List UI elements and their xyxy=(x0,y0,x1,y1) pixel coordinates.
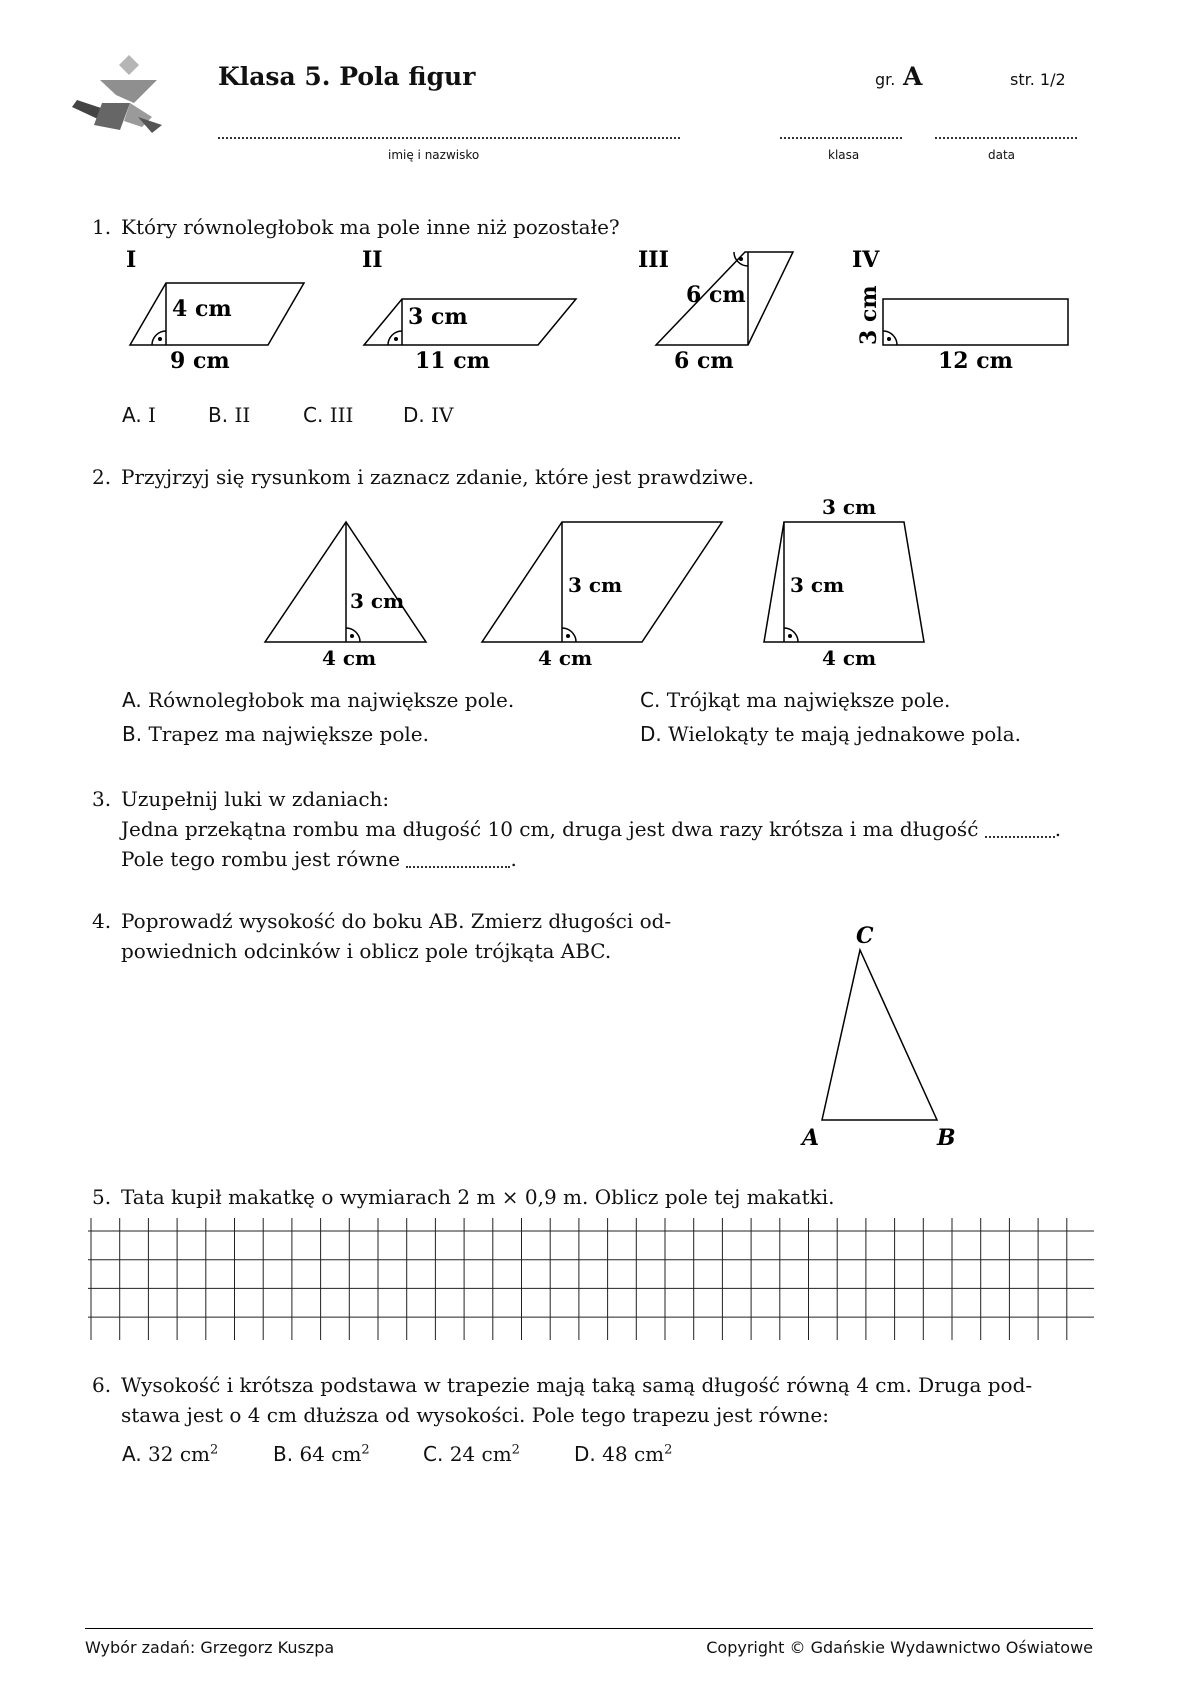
q2-option-c[interactable]: C. Trójkąt ma największe pole. xyxy=(640,688,951,712)
question-3-sentence-1: Jedna przekątna rombu ma długość 10 cm, druga jest dwa razy krótsza i ma długość . xyxy=(121,817,1062,841)
vertex-a-label: A xyxy=(802,1125,820,1151)
q1-option-b[interactable]: B. II xyxy=(208,403,251,427)
vertex-b-label: B xyxy=(937,1125,956,1151)
q1-fig4-roman: IV xyxy=(852,247,880,273)
question-1-text: Który równoległobok ma pole inne niż pozostałe? xyxy=(121,215,620,239)
q1-fig1-height: 4 cm xyxy=(172,296,232,322)
page-number: str. 1/2 xyxy=(1010,70,1066,89)
q6-option-d[interactable]: D. 48 $cm^2$ xyxy=(574,1442,673,1466)
q1-fig3-roman: III xyxy=(638,247,669,273)
question-2-text: Przyjrzyj się rysunkom i zaznacz zdanie, które jest prawdziwe. xyxy=(121,465,755,489)
group-letter: A xyxy=(903,62,923,91)
question-3-number: 3. xyxy=(92,787,112,811)
class-field-label: klasa xyxy=(828,148,860,162)
q6-option-a[interactable]: A. 32 $cm^2$ xyxy=(122,1442,219,1466)
q1-fig2-base: 11 cm xyxy=(415,348,490,374)
question-2-figures xyxy=(250,490,950,670)
q6-option-c[interactable]: C. 24 $cm^2$ xyxy=(423,1442,520,1466)
question-6-number: 6. xyxy=(92,1373,112,1397)
q1-fig1-roman: I xyxy=(126,247,137,273)
q1-option-d[interactable]: D. IV xyxy=(403,403,454,427)
question-5-text: Tata kupił makatkę o wymiarach 2 m × 0,9 m. Oblicz pole tej makatki. xyxy=(121,1185,835,1209)
footer-rule xyxy=(85,1628,1093,1629)
footer-copyright: Copyright © Gdańskie Wydawnictwo Oświatowe xyxy=(706,1638,1093,1657)
question-4-number: 4. xyxy=(92,909,112,933)
question-3-instruction: Uzupełnij luki w zdaniach: xyxy=(121,787,390,811)
q6-option-b[interactable]: B. 64 $cm^2$ xyxy=(273,1442,370,1466)
date-field[interactable] xyxy=(935,137,1077,139)
question-4-text-line-2: powiednich odcinków i oblicz pole trójkąta ABC. xyxy=(121,939,612,963)
q2-option-b[interactable]: B. Trapez ma największe pole. xyxy=(122,722,429,746)
q1-fig4-height: 3 cm xyxy=(856,285,882,345)
question-5-number: 5. xyxy=(92,1185,112,1209)
question-4-text-line-1: Poprowadź wysokość do boku AB. Zmierz długości od- xyxy=(121,909,672,933)
q2-trapezoid-height: 3 cm xyxy=(790,573,845,597)
q1-option-a[interactable]: A. I xyxy=(122,403,156,427)
q2-triangle-base: 4 cm xyxy=(322,646,377,670)
class-field[interactable] xyxy=(780,137,902,139)
question-1-number: 1. xyxy=(92,215,112,239)
answer-grid[interactable] xyxy=(88,1218,1094,1340)
name-field-label: imię i nazwisko xyxy=(388,148,480,162)
vertex-c-label: C xyxy=(856,923,874,949)
question-6-text-line-2: stawa jest o 4 cm dłuższa od wysokości. Pole tego trapezu jest równe: xyxy=(121,1403,829,1427)
question-1-figures xyxy=(100,245,1100,375)
q1-fig3-base: 6 cm xyxy=(674,348,734,374)
question-2-number: 2. xyxy=(92,465,112,489)
q3-blank-2[interactable] xyxy=(406,866,510,868)
worksheet-title: Klasa 5. Pola figur xyxy=(218,62,476,91)
question-6-text-line-1: Wysokość i krótsza podstawa w trapezie mają taką samą długość równą 4 cm. Druga pod- xyxy=(121,1373,1033,1397)
q2-parallelogram-base: 4 cm xyxy=(538,646,593,670)
q2-option-d[interactable]: D. Wielokąty te mają jednakowe pola. xyxy=(640,722,1021,746)
q1-fig2-roman: II xyxy=(362,247,383,273)
q1-fig4-base: 12 cm xyxy=(938,348,1013,374)
group-prefix: gr. xyxy=(875,70,896,89)
publisher-logo xyxy=(72,55,167,145)
name-field[interactable] xyxy=(218,137,680,139)
q1-fig2-height: 3 cm xyxy=(408,304,468,330)
q1-fig3-height: 6 cm xyxy=(686,282,746,308)
q3-blank-1[interactable] xyxy=(985,836,1055,838)
triangle-abc xyxy=(790,915,970,1155)
q1-option-c[interactable]: C. III xyxy=(303,403,354,427)
q2-trapezoid-base: 4 cm xyxy=(822,646,877,670)
q1-fig1-base: 9 cm xyxy=(170,348,230,374)
footer-author: Wybór zadań: Grzegorz Kuszpa xyxy=(85,1638,335,1657)
q2-parallelogram-height: 3 cm xyxy=(568,573,623,597)
date-field-label: data xyxy=(988,148,1016,162)
q2-trapezoid-top: 3 cm xyxy=(822,495,877,519)
q2-option-a[interactable]: A. Równoległobok ma największe pole. xyxy=(122,688,515,712)
question-3-sentence-2: Pole tego rombu jest równe . xyxy=(121,847,517,871)
q2-triangle-height: 3 cm xyxy=(350,589,405,613)
